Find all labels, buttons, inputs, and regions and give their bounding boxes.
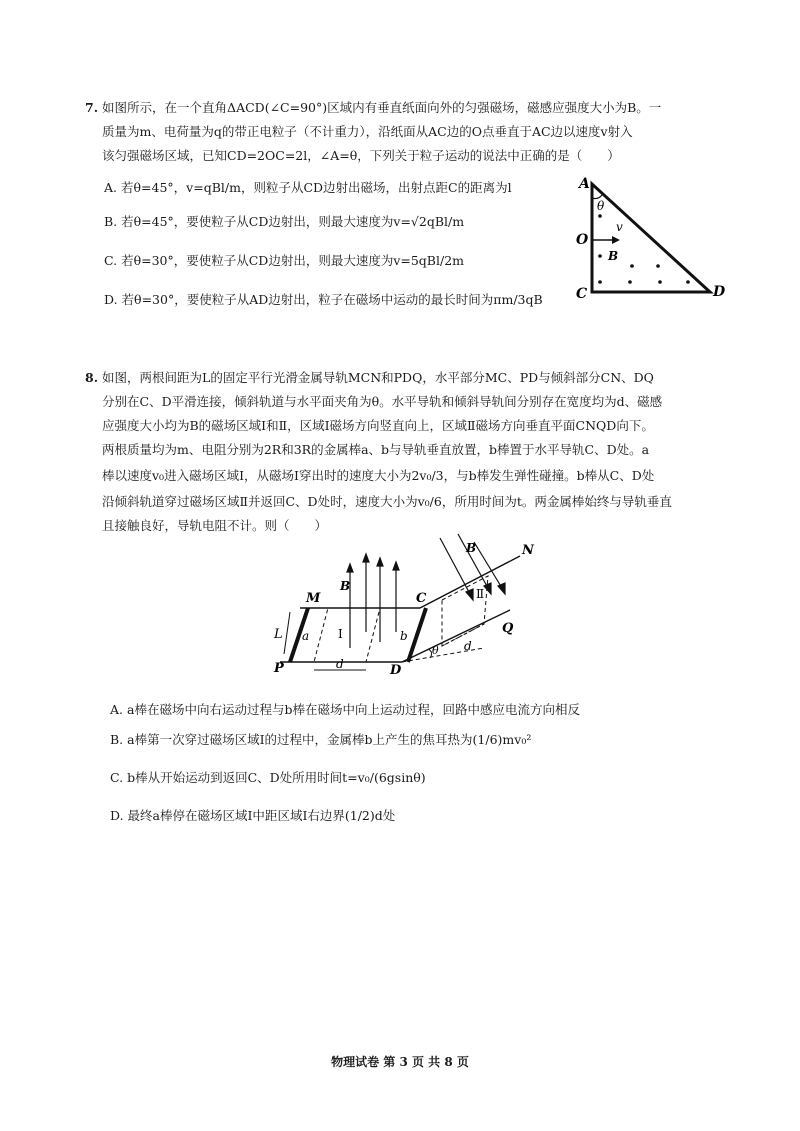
- q7-line1: [85, 100, 661, 116]
- triangle-acd: [592, 184, 710, 292]
- q8-option-b: [110, 732, 531, 748]
- q8-option-a: [110, 702, 580, 718]
- q8-option-c-text: b棒从开始运动到返回C、D处所用时间t=v₀/(6gsinθ): [127, 770, 426, 785]
- label-d-region-i: d: [336, 657, 344, 671]
- label-o: O: [576, 232, 589, 248]
- label-m: M: [306, 591, 321, 606]
- q8-number: 8.: [85, 370, 99, 385]
- q8-option-d-text: 最终a棒停在磁场区域Ⅰ中距区域Ⅰ右边界(1/2)d处: [127, 808, 396, 823]
- q8-line6: 沿倾斜轨道穿过磁场区域Ⅱ并返回C、D处时，速度大小为v₀/6，所用时间为t。两金属棒始终与导轨垂直: [102, 494, 672, 509]
- q7-option-d-letter: D.: [104, 292, 118, 307]
- label-b2: B: [466, 541, 477, 555]
- label-c8: C: [416, 591, 427, 606]
- label-region-ii: Ⅱ: [476, 587, 485, 601]
- q7-line3: 该匀强磁场区域，已知CD=2OC=2l，∠A=θ，下列关于粒子运动的说法中正确的是（ ）: [102, 148, 620, 163]
- label-q: Q: [502, 621, 514, 636]
- page-footer: 物理试卷 第 3 页 共 8 页: [331, 1055, 469, 1069]
- label-theta: θ: [597, 199, 605, 213]
- label-rod-b: b: [400, 629, 408, 643]
- dim-d2: [442, 624, 484, 646]
- q8-line7: 且接触良好，导轨电阻不计。则（ ）: [102, 518, 328, 533]
- q8-option-c-letter: C.: [110, 770, 124, 785]
- horizontal-reference: [402, 648, 484, 662]
- q8-option-a-text: a棒在磁场中向右运动过程与b棒在磁场中向上运动过程，回路中感应电流方向相反: [127, 702, 580, 717]
- q7-option-a-letter: A.: [104, 180, 118, 195]
- label-region-i: Ⅰ: [338, 627, 343, 641]
- q7-option-c: [104, 253, 464, 269]
- q7-option-a: [104, 180, 512, 196]
- label-n: N: [522, 543, 534, 558]
- q8-option-d: [110, 808, 395, 824]
- q8-option-a-letter: A.: [110, 702, 124, 717]
- q8-option-b-letter: B.: [110, 732, 124, 747]
- q8-option-c: [110, 770, 426, 786]
- label-d: D: [713, 284, 726, 300]
- dim-l: [284, 612, 290, 654]
- rail-cn: [420, 556, 520, 608]
- q7-stem-1: 如图所示，在一个直角ΔACD(∠C=90°)区域内有垂直纸面向外的匀强磁场，磁感应强度大小为B。一: [102, 100, 662, 115]
- q8-line2: 分别在C、D平滑连接，倾斜轨道与水平面夹角为θ。水平导轨和倾斜导轨间分别存在宽度均为d、磁感: [102, 394, 663, 409]
- label-c: C: [576, 286, 588, 302]
- q8-line4: 两根质量均为m、电阻分别为2R和3R的金属棒a、b与导轨垂直放置，b棒置于水平导轨C、D处。a: [102, 442, 650, 457]
- label-b: B: [608, 249, 619, 263]
- region-i: [314, 608, 380, 662]
- q8-rails-figure: [270, 528, 540, 688]
- q7-number: 7.: [85, 100, 99, 115]
- q7-option-b-text: 若θ=45°，要使粒子从CD边射出，则最大速度为v=√2qBl/m: [121, 214, 465, 229]
- velocity-arrowhead: [612, 236, 620, 244]
- q7-line2: 质量为m、电荷量为q的带正电粒子（不计重力），沿纸面从AC边的O点垂直于AC边以速度v射入: [102, 124, 633, 139]
- label-l: L: [274, 627, 283, 642]
- q8-option-d-letter: D.: [110, 808, 124, 823]
- q8-option-b-text: a棒第一次穿过磁场区域Ⅰ的过程中，金属棒b上产生的焦耳热为(1/6)mv₀²: [127, 732, 532, 747]
- q7-option-d-text: 若θ=30°，要使粒子从AD边射出，粒子在磁场中运动的最长时间为πm/3qB: [121, 292, 543, 307]
- q7-option-c-letter: C.: [104, 253, 118, 268]
- rod-b: [408, 608, 426, 662]
- label-v: v: [616, 220, 623, 234]
- label-theta8: θ: [432, 644, 439, 657]
- q7-option-b-letter: B.: [104, 214, 118, 229]
- q8-stem-1: 如图，两根间距为L的固定平行光滑金属导轨MCN和PDQ，水平部分MC、PD与倾斜部分CN、DQ: [102, 370, 654, 385]
- q8-line5: 棒以速度v₀进入磁场区域Ⅰ，从磁场Ⅰ穿出时的速度大小为2v₀/3，与b棒发生弹性碰撞。b棒从C、D处: [102, 468, 655, 483]
- label-p: P: [274, 661, 284, 676]
- q7-option-a-text: 若θ=45°，v=qBl/m，则粒子从CD边射出磁场，出射点距C的距离为l: [121, 180, 512, 195]
- q7-option-b: [104, 214, 464, 230]
- label-d-region-ii: d: [464, 639, 472, 653]
- label-rod-a: a: [302, 629, 310, 643]
- q7-option-c-text: 若θ=30°，要使粒子从CD边射出，则最大速度为v=5qBl/2m: [121, 253, 465, 268]
- q7-triangle-figure: [570, 168, 730, 308]
- label-d8: D: [390, 663, 402, 678]
- label-b1: B: [340, 579, 351, 593]
- q7-option-d: [104, 292, 543, 308]
- label-a: A: [579, 176, 590, 192]
- q8-line1: [85, 370, 654, 386]
- q8-line3: 应强度大小均为B的磁场区域Ⅰ和Ⅱ，区域Ⅰ磁场方向竖直向上，区域Ⅱ磁场方向垂直平面CNQD向下。: [102, 418, 654, 433]
